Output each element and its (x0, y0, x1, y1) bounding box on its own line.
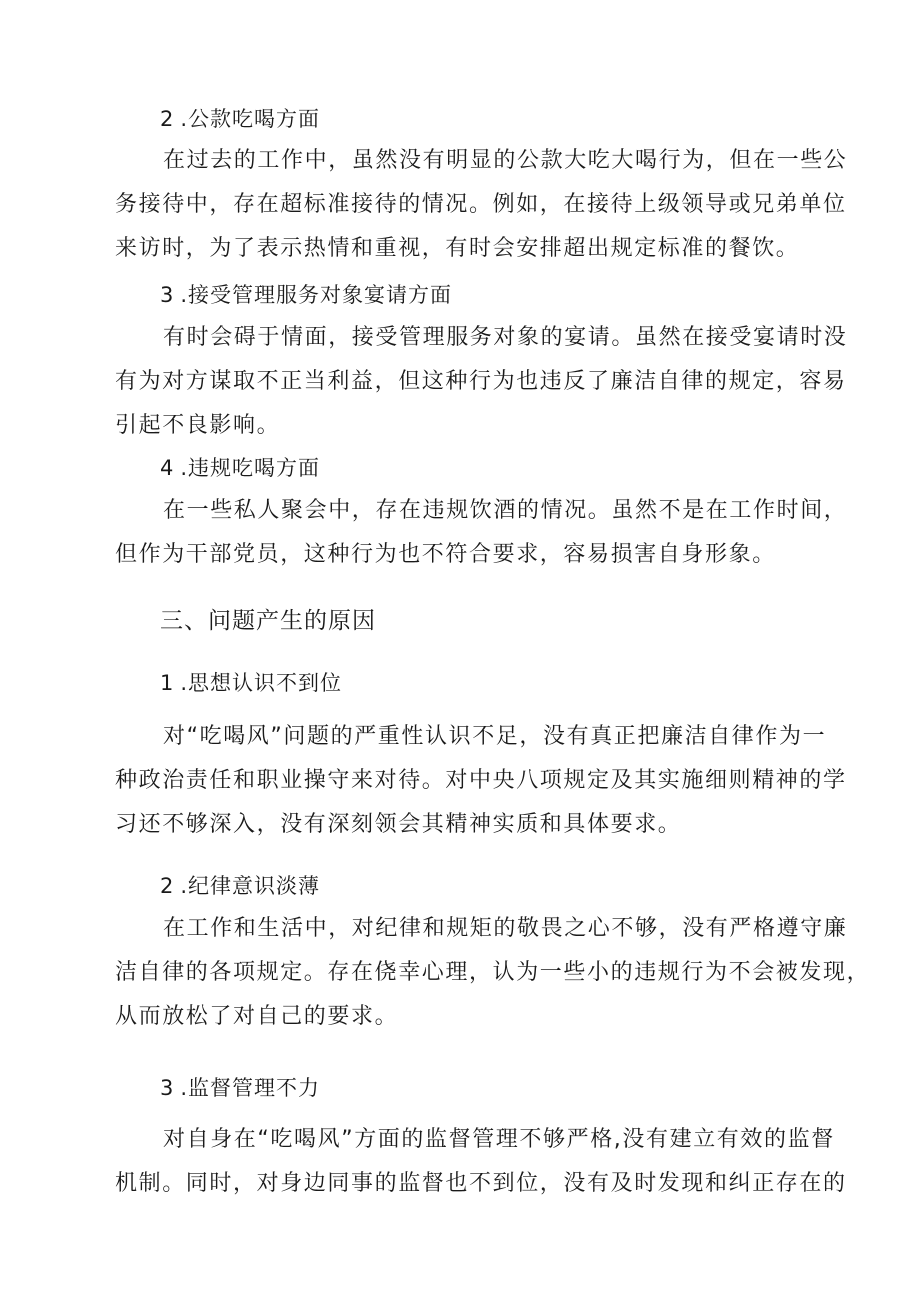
paragraph-line: 洁自律的各项规定。存在侥幸心理，认为一些小的违规行为不会被发现， (115, 960, 871, 985)
paragraph-public-funds (115, 139, 848, 271)
section-heading-causes: 三、问题产生的原因 (160, 608, 376, 634)
paragraph-violation (115, 489, 848, 577)
subheading-title: .监督管理不力 (180, 1076, 321, 1100)
subheading-number: 3 (160, 1076, 175, 1100)
paragraph-line: 种政治责任和职业操守来对待。对中央八项规定及其实施细则精神的学 (115, 768, 847, 793)
paragraph-line: 在一些私人聚会中，存在违规饮酒的情况。虽然不是在工作时间， (163, 498, 848, 523)
subheading-title: .违规吃喝方面 (180, 456, 321, 480)
paragraph-line: 来访时，为了表示热情和重视，有时会安排超出规定标准的餐饮。 (115, 236, 800, 261)
paragraph-discipline (115, 907, 871, 1039)
paragraph-line: 但作为干部党员，这种行为也不符合要求，容易损害自身形象。 (115, 542, 776, 567)
subheading-number: 2 (160, 107, 175, 131)
paragraph-line: 习还不够深入，没有深刻领会其精神实质和具体要求。 (115, 812, 682, 837)
subheading-number: 1 (160, 671, 175, 695)
paragraph-banquet (115, 316, 848, 448)
paragraph-line: 务接待中，存在超标准接待的情况。例如，在接待上级领导或兄弟单位 (115, 192, 847, 217)
subheading-number: 4 (160, 456, 175, 480)
subheading-3-supervision (160, 1073, 320, 1103)
subheading-number: 3 (160, 283, 175, 307)
subheading-2-public-funds (160, 104, 320, 134)
paragraph-line: 在过去的工作中，虽然没有明显的公款大吃大喝行为，但在一些公 (163, 148, 848, 173)
subheading-4-violation (160, 453, 320, 483)
paragraph-line: 有为对方谋取不正当利益，但这种行为也违反了廉洁自律的规定，容易 (115, 369, 847, 394)
paragraph-supervision (115, 1118, 847, 1206)
paragraph-line: 机制。同时，对身边同事的监督也不到位，没有及时发现和纠正存在的 (115, 1171, 847, 1196)
subheading-title: .思想认识不到位 (180, 671, 343, 695)
paragraph-thinking (115, 715, 847, 847)
paragraph-line: 引起不良影响。 (115, 413, 281, 438)
paragraph-line: 在工作和生活中，对纪律和规矩的敬畏之心不够，没有严格遵守廉 (163, 916, 848, 941)
paragraph-line: 从而放松了对自己的要求。 (115, 1004, 399, 1029)
subheading-title: .纪律意识淡薄 (180, 874, 321, 898)
subheading-1-thinking (160, 668, 342, 698)
subheading-2-discipline (160, 871, 320, 901)
paragraph-line: 有时会碍于情面，接受管理服务对象的宴请。虽然在接受宴请时没 (163, 325, 848, 350)
subheading-number: 2 (160, 874, 175, 898)
paragraph-line: 对自身在“吃喝风”方面的监督管理不够严格,没有建立有效的监督 (163, 1127, 835, 1152)
subheading-3-banquet (160, 280, 452, 310)
subheading-title: .公款吃喝方面 (180, 107, 321, 131)
subheading-title: .接受管理服务对象宴请方面 (180, 283, 453, 307)
paragraph-line: 对“吃喝风”问题的严重性认识不足，没有真正把廉洁自律作为一 (163, 724, 827, 749)
